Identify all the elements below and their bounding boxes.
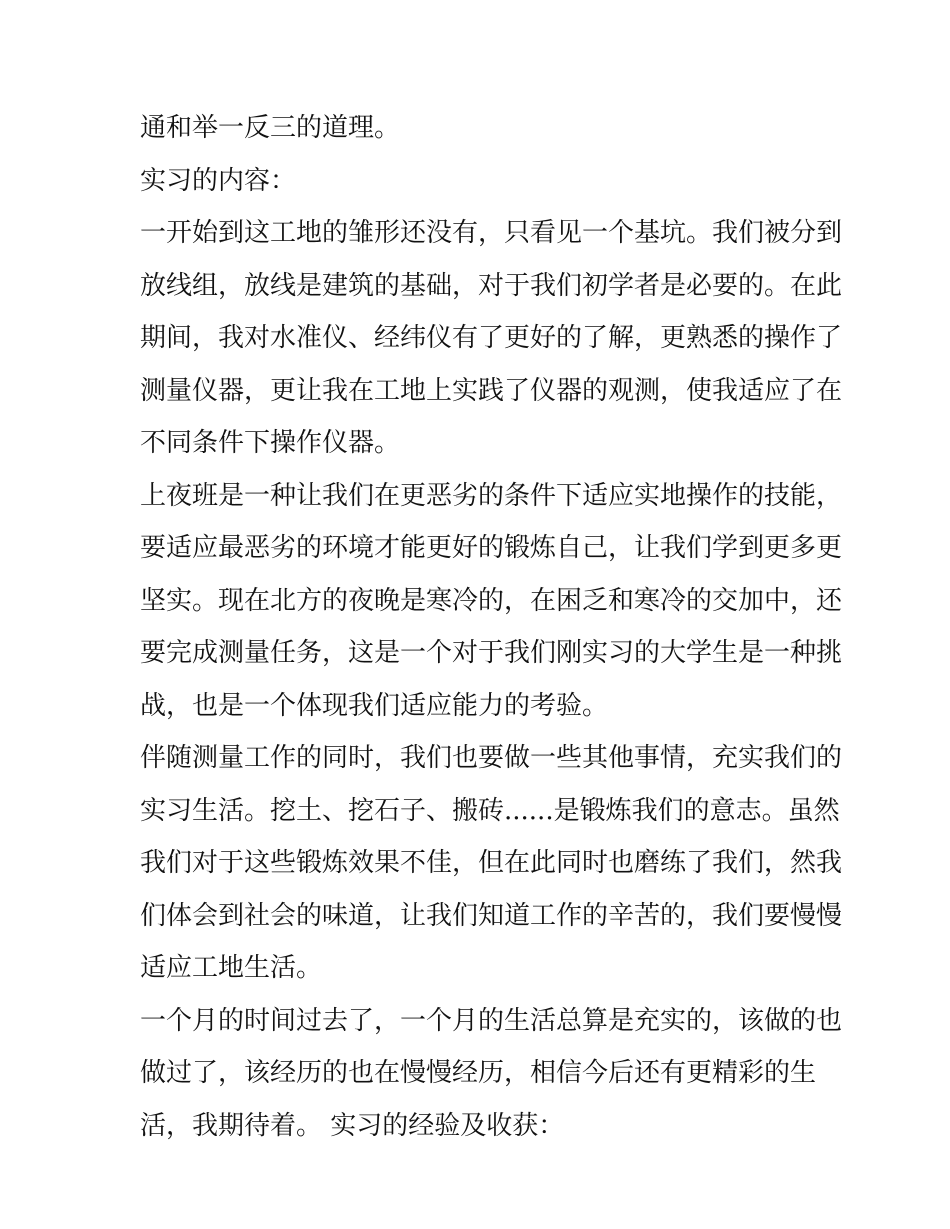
text-line: 不同条件下操作仪器。	[140, 428, 401, 458]
text-line: 测量仪器，更让我在工地上实践了仪器的观测，使我适应了在	[140, 375, 843, 406]
text-line: 要适应最恶劣的环境才能更好的锻炼自己，让我们学到更多更	[140, 533, 843, 563]
text-line: 一个月的时间过去了，一个月的生活总算是充实的，该做的也	[140, 1005, 843, 1036]
text-line: 放线组，放线是建筑的基础，对于我们初学者是必要的。在此	[140, 270, 843, 301]
text-line: 做过了，该经历的也在慢慢经历，相信今后还有更精彩的生	[140, 1058, 817, 1088]
text-line: 要完成测量任务，这是一个对于我们刚实习的大学生是一种挑	[140, 638, 843, 668]
text-line: 期间，我对水准仪、经纬仪有了更好的了解，更熟悉的操作了	[140, 323, 843, 353]
document-body	[140, 108, 843, 1158]
text-line: 我们对于这些锻炼效果不佳，但在此同时也磨练了我们，然我	[140, 848, 843, 878]
text-line: 通和举一反三的道理。	[140, 113, 401, 143]
section-heading: 实习的内容：	[140, 165, 297, 196]
text-line: 适应工地生活。	[140, 953, 323, 983]
text-line: 坚实。现在北方的夜晚是寒冷的，在困乏和寒冷的交加中，还	[140, 585, 843, 616]
text-line: 战，也是一个体现我们适应能力的考验。	[140, 690, 609, 721]
text-line: 活，我期待着。 实习的经验及收获：	[140, 1110, 565, 1141]
text-line: 们体会到社会的味道，让我们知道工作的辛苦的，我们要慢慢	[140, 900, 843, 931]
text-line: 实习生活。挖土、挖石子、搬砖......是锻炼我们的意志。虽然	[140, 795, 840, 826]
text-line: 上夜班是一种让我们在更恶劣的条件下适应实地操作的技能，	[140, 480, 843, 511]
text-line: 伴随测量工作的同时，我们也要做一些其他事情，充实我们的	[140, 743, 843, 773]
text-line: 一开始到这工地的雏形还没有，只看见一个基坑。我们被分到	[140, 218, 843, 248]
